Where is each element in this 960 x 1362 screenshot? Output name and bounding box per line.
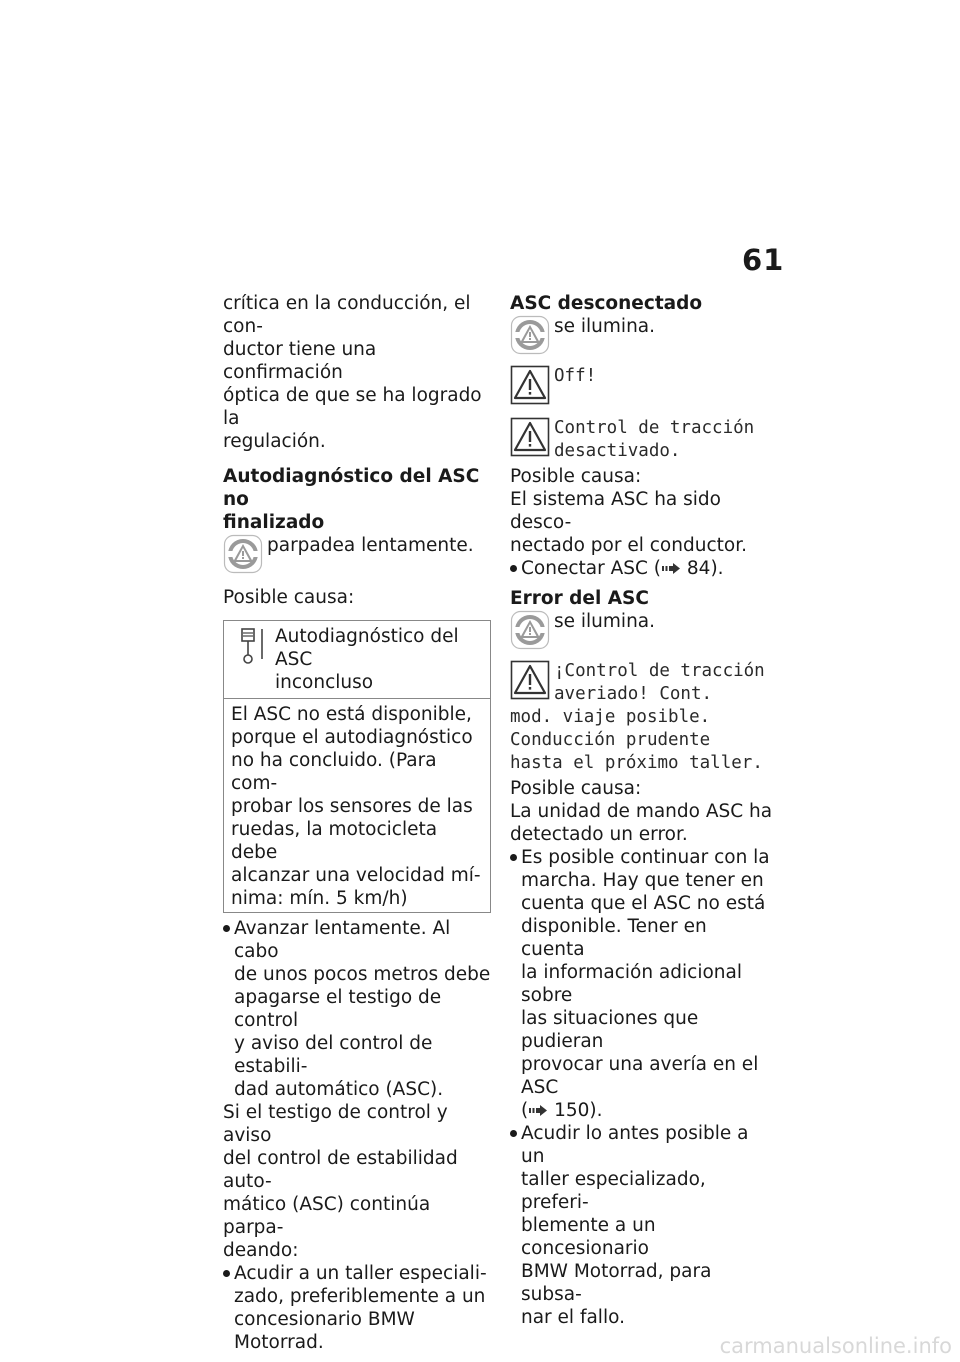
asc-indicator-text: parpadea lentamente. (267, 535, 474, 556)
bullet-list (510, 846, 776, 1329)
asc-indicator-icon (510, 315, 550, 355)
page-number: 61 (742, 243, 785, 277)
list-item: Conectar ASC ( 84). (510, 557, 776, 580)
list-item: Acudir lo antes posible a un taller especializado, preferi- blemente a un concesionario BMW Motorrad, para subsa- nar el fallo. (510, 1122, 776, 1329)
list-item: Acudir a un taller especiali- zado, preferiblemente a un concesionario BMW Motorrad. (223, 1262, 491, 1354)
possible-cause-label: Posible causa: (223, 587, 355, 608)
bullet-list (223, 917, 491, 1101)
display-message-row (510, 365, 776, 405)
list-item: Avanzar lentamente. Al cabo de unos pocos metros debe apagarse el testigo de control y aviso del control de estabili- dad automático (ASC). (223, 917, 491, 1101)
list-item: Es posible continuar con la marcha. Hay que tener en cuenta que el ASC no está disponible. Tener en cuenta la información adicional sobre las situaciones que pudieran provocar una avería en el ASC ( 150). (510, 846, 776, 1122)
warning-triangle-icon (510, 660, 550, 700)
info-box-header (224, 621, 490, 699)
heading-asc-error: Error del ASC (510, 588, 649, 609)
paragraph: La unidad de mando ASC ha detectado un error. (510, 801, 773, 845)
bullet-list (223, 1262, 491, 1354)
paragraph: Si el testigo de control y aviso del control de estabilidad auto- mático (ASC) continúa parpa- deando: (223, 1102, 458, 1261)
asc-indicator-row (223, 534, 491, 574)
display-message: Off! (554, 366, 597, 386)
page-reference-arrow-icon (529, 1105, 547, 1116)
possible-cause-label: Posible causa: (510, 466, 642, 487)
page-reference-arrow-icon (662, 563, 680, 574)
bullet-list (510, 557, 776, 580)
info-box-title: Autodiagnóstico del ASC inconcluso (275, 626, 459, 693)
display-message: Control de tracción desactivado. (554, 418, 755, 461)
asc-indicator-text: se ilumina. (554, 611, 656, 632)
heading-asc-disabled: ASC desconectado (510, 293, 703, 314)
info-box (223, 620, 491, 913)
display-message-continued: mod. viaje posible. Conducción prudente hasta el próximo taller. (510, 707, 763, 773)
possible-cause-label: Posible causa: (510, 778, 642, 799)
watermark: carmanualsonline.info (719, 1334, 952, 1358)
asc-indicator-row (510, 315, 776, 355)
warning-triangle-icon (510, 417, 550, 457)
display-message: ¡Control de tracción averiado! Cont. (554, 661, 765, 704)
intro-paragraph: crítica en la conducción, el con- ductor tiene una confirmación óptica de que se ha logrado la regulación. (223, 293, 482, 452)
warning-triangle-icon (510, 365, 550, 405)
display-message-row (510, 417, 776, 463)
asc-indicator-row (510, 610, 776, 650)
right-column (510, 292, 776, 1329)
left-column (223, 292, 491, 1354)
asc-indicator-icon (510, 610, 550, 650)
asc-indicator-text: se ilumina. (554, 316, 656, 337)
heading-asc-selftest-incomplete: Autodiagnóstico del ASC no finalizado (223, 466, 480, 533)
asc-indicator-icon (223, 534, 263, 574)
info-box-body: El ASC no está disponible, porque el autodiagnóstico no ha concluido. (Para com- probar los sensores de las ruedas, la motocicleta debe alcanzar una velocidad mí- nima: mín. 5 km/h) (231, 704, 481, 909)
paragraph: El sistema ASC ha sido desco- nectado por el conductor. (510, 489, 747, 556)
display-message-row (510, 660, 776, 706)
selftest-icon (234, 625, 270, 669)
